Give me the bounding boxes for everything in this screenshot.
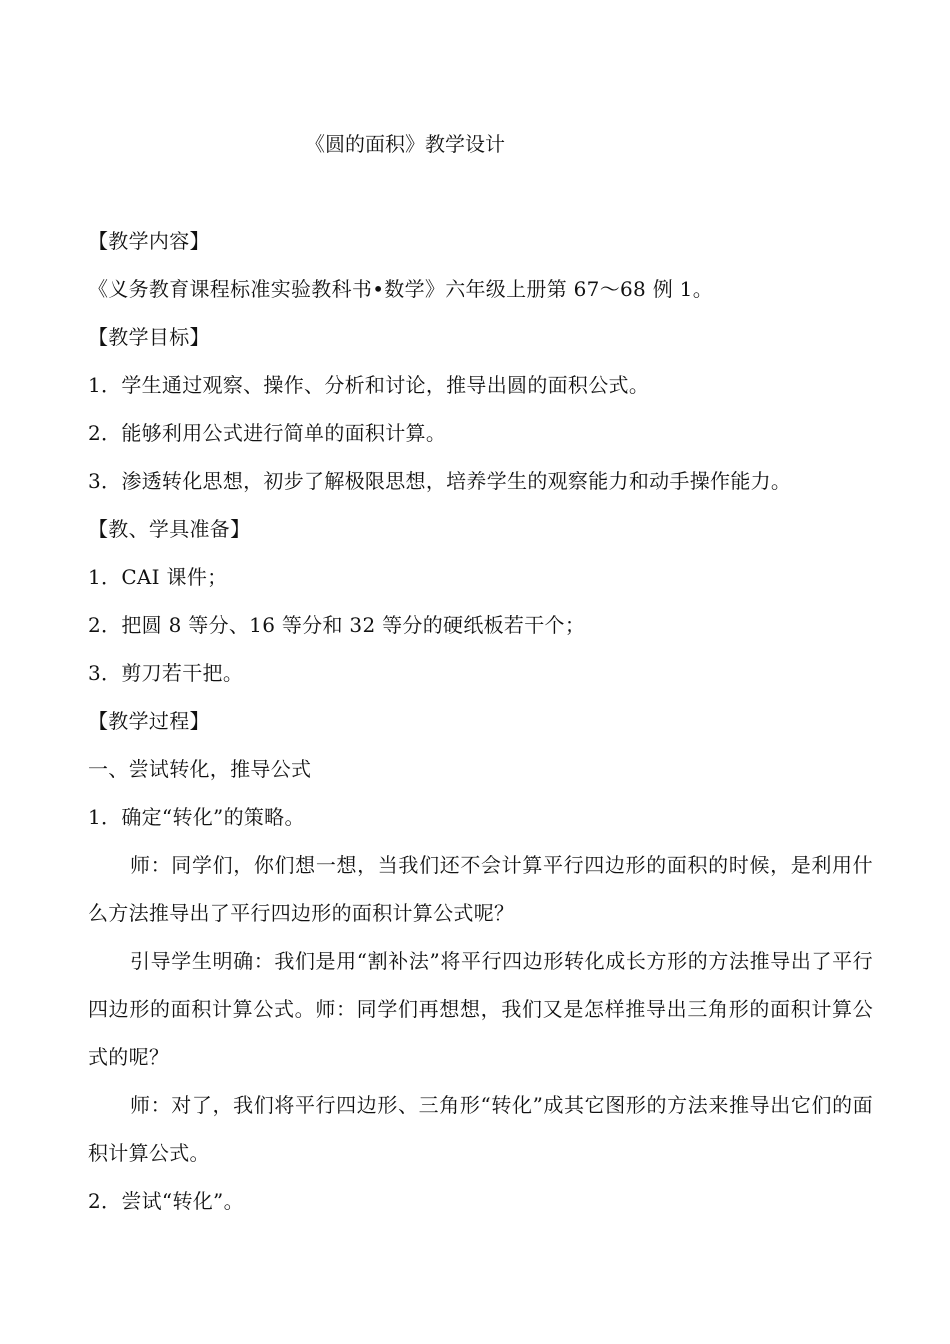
goal-item-3: 3．渗透转化思想，初步了解极限思想，培养学生的观察能力和动手操作能力。	[88, 469, 792, 493]
section-heading-goals: 【教学目标】	[88, 325, 210, 349]
goal-item-2: 2．能够利用公式进行简单的面积计算。	[88, 421, 447, 445]
content-text: 《义务教育课程标准实验教科书•数学》六年级上册第 67～68 例 1。	[88, 277, 713, 301]
prep-item-2: 2．把圆 8 等分、16 等分和 32 等分的硬纸板若干个；	[88, 613, 586, 637]
section-heading-content: 【教学内容】	[88, 229, 210, 253]
paragraph-3: 师：对了，我们将平行四边形、三角形“转化”成其它图形的方法来推导出它们的面积计算公式。	[88, 1093, 873, 1165]
prep-item-1: 1．CAI 课件；	[88, 565, 228, 589]
process-step-1: 1．确定“转化”的策略。	[88, 805, 305, 829]
section-heading-process: 【教学过程】	[88, 709, 210, 733]
process-step-2: 2．尝试“转化”。	[88, 1189, 244, 1213]
section-heading-preparation: 【教、学具准备】	[88, 517, 251, 541]
paragraph-2: 引导学生明确：我们是用“割补法”将平行四边形转化成长方形的方法推导出了平行四边形的面积计算公式。师：同学们再想想，我们又是怎样推导出三角形的面积计算公式的呢？	[88, 949, 873, 1069]
process-part-1: 一、尝试转化，推导公式	[88, 757, 312, 781]
prep-item-3: 3．剪刀若干把。	[88, 661, 244, 685]
document-title: 《圆的面积》教学设计	[305, 132, 505, 156]
goal-item-1: 1．学生通过观察、操作、分析和讨论，推导出圆的面积公式。	[88, 373, 650, 397]
paragraph-1: 师：同学们，你们想一想，当我们还不会计算平行四边形的面积的时候，是利用什么方法推导出了平行四边形的面积计算公式呢？	[88, 853, 873, 925]
